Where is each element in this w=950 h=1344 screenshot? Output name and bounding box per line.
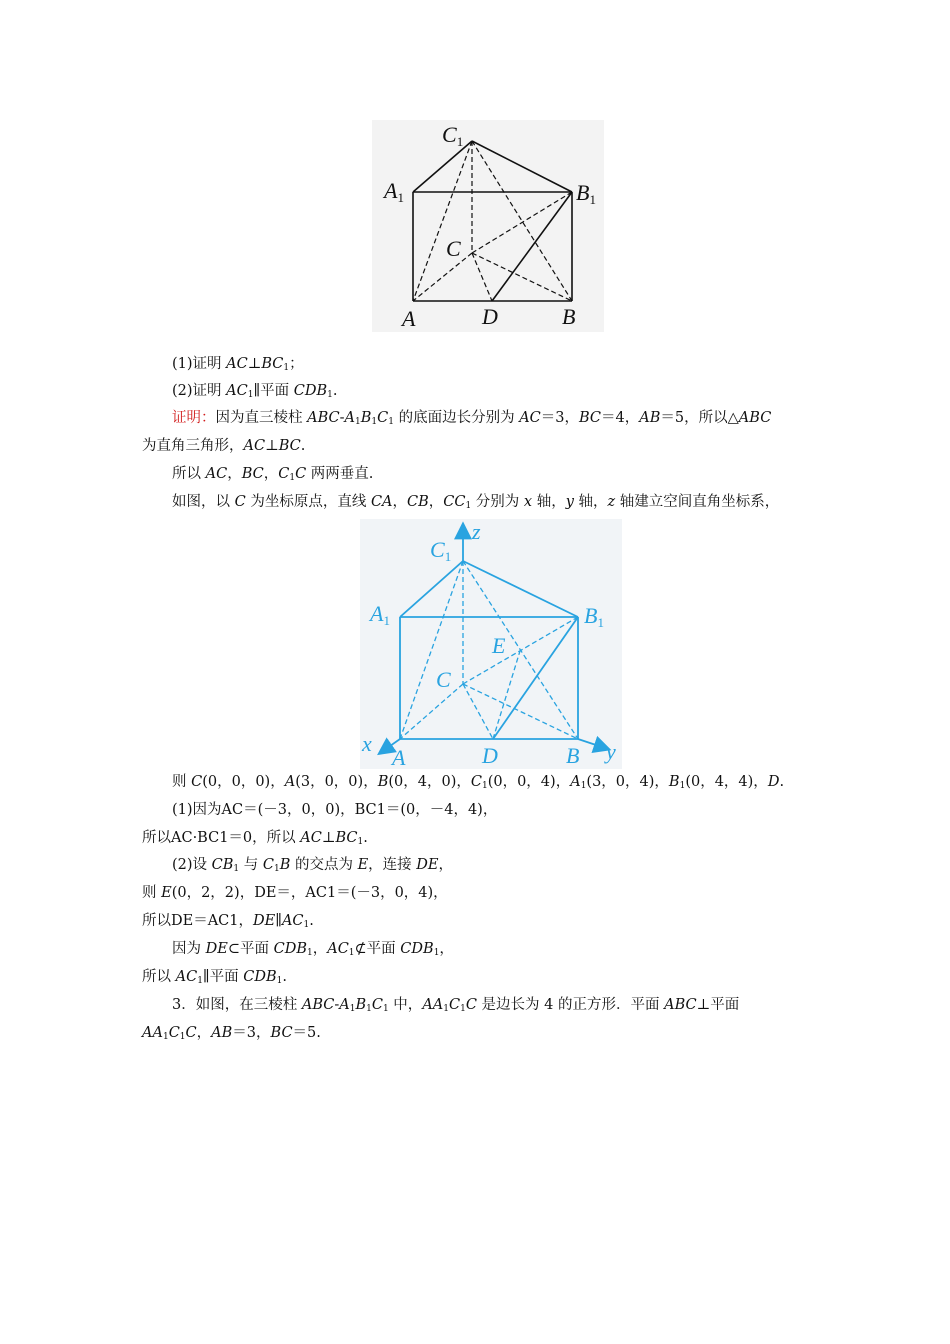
- coordinate-prism-figure: [360, 519, 622, 769]
- text-line-7: 则 C(0，0，0)，A(3，0，0)，B(0，4，0)，$C_1(0$，0，4)，$A_1(3$，0，4)，$B_1(0$，4，4)，D.: [172, 774, 785, 791]
- label2-a: A: [392, 745, 406, 769]
- label-a1: A1: [384, 178, 404, 205]
- text-line-8: (1)因为AC＝(－3，0，0)，BC1＝(0，－4，4)，: [172, 802, 498, 818]
- text-line-16: $AA_1C_1C$，AB＝3，BC＝5.: [142, 1025, 321, 1042]
- label2-a1: A1: [370, 601, 390, 628]
- label2-x: x: [362, 731, 372, 756]
- label-b: B: [562, 304, 576, 329]
- label-a: A: [402, 306, 416, 331]
- text-line-6: 如图，以 C 为坐标原点，直线 CA，CB，$CC_1$ 分别为 x 轴，y 轴，z 轴建立空间直角坐标系，: [172, 494, 780, 511]
- text-line-13: 因为 DE⊂平面 $CDB_1$，$AC_1⊄$平面 $CDB_1$，: [172, 941, 454, 958]
- text-line-1: (1)证明 $AC\perp BC_1$；: [172, 356, 304, 373]
- text-line-4: 为直角三角形，AC⊥BC.: [142, 438, 306, 454]
- text-line-11: 则 E(0，2，2)，DE＝，AC1＝(－3，0，4)，: [142, 885, 448, 901]
- text-line-5: 所以 AC，BC，$C_1C$ 两两垂直.: [172, 466, 374, 483]
- text-line-12: 所以DE＝AC1，$DE\parallel AC_1$.: [142, 913, 314, 930]
- text-line-10: (2)设 $CB_1$ 与 $C_1B$ 的交点为 E，连接 DE，: [172, 857, 453, 874]
- text-line-9: 所以AC·BC1＝0，所以 $AC\perp BC_1$.: [142, 830, 368, 847]
- prism-figure: [372, 120, 604, 332]
- label2-c: C: [436, 667, 451, 692]
- label2-e: E: [492, 633, 506, 658]
- label2-z: z: [472, 519, 481, 544]
- label-d: D: [482, 304, 498, 329]
- text-line-2: (2)证明 $AC_1\parallel$平面 $CDB_1$.: [172, 383, 338, 400]
- label2-d: D: [482, 743, 498, 768]
- text-line-15: 3．如图，在三棱柱 ABC-$A_1B_1C_1$ 中，$AA_1C_1C$ 是边长为 4 的正方形．平面 ABC⊥平面: [172, 997, 740, 1014]
- label2-y: y: [606, 739, 616, 764]
- label-c: C: [446, 236, 461, 261]
- proof-label: 证明：: [172, 410, 216, 426]
- label-b1: B1: [576, 180, 596, 207]
- label2-b1: B1: [584, 603, 604, 630]
- text-line-3: 证明：因为直三棱柱 ABC-$A_1B_1C_1$ 的底面边长分别为 AC＝3，BC＝4，AB＝5，所以△ABC: [172, 410, 772, 427]
- label-c1: C1: [442, 122, 464, 149]
- label2-c1: C1: [430, 537, 452, 564]
- text-line-14: 所以 $AC_1\parallel$平面 $CDB_1$.: [142, 969, 287, 986]
- label2-b: B: [566, 743, 580, 768]
